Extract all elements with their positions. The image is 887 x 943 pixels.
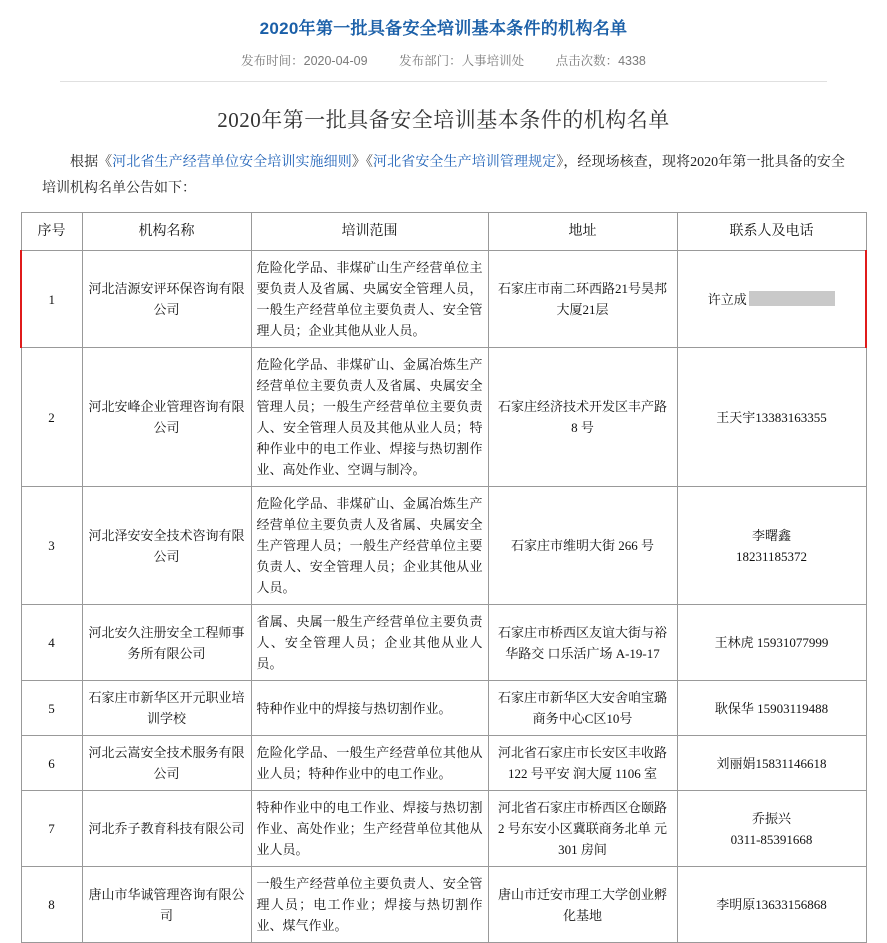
cell-no: 2 bbox=[21, 348, 82, 487]
contact-line: 刘丽娟15831146618 bbox=[716, 755, 827, 771]
cell-address: 石家庄市桥西区友谊大街与裕华路交 口乐活广场 A-19-17 bbox=[488, 605, 677, 681]
cell-training-scope: 特种作业中的电工作业、焊接与热切割作业、高处作业；生产经营单位其他从业人员。 bbox=[251, 791, 488, 867]
cell-no: 1 bbox=[21, 251, 82, 348]
cell-contact bbox=[677, 736, 866, 791]
view-count: 点击次数：4338 bbox=[555, 54, 646, 68]
cell-address: 河北省石家庄市桥西区仓颐路 2 号东安小区冀联商务北单 元 301 房间 bbox=[488, 791, 677, 867]
cell-training-scope: 省属、央属一般生产经营单位主要负责人、安全管理人员；企业其他从业人员。 bbox=[251, 605, 488, 681]
cell-contact bbox=[677, 791, 866, 867]
table-row bbox=[21, 605, 866, 681]
cell-address: 河北省石家庄市长安区丰收路 122 号平安 润大厦 1106 室 bbox=[488, 736, 677, 791]
cell-training-scope: 危险化学品、非煤矿山生产经营单位主要负责人及省属、央属安全管理人员，一般生产经营单位主要负责人、安全管理人员；企业其他从业人员。 bbox=[251, 251, 488, 348]
cell-address: 石家庄市新华区大安舍咱宝璐商务中心C区10号 bbox=[488, 681, 677, 736]
contact-line: 耿保华 15903119488 bbox=[714, 700, 829, 716]
table-row bbox=[21, 487, 866, 605]
column-header-no: 序号 bbox=[21, 213, 82, 251]
redacted-phone-block bbox=[749, 291, 835, 306]
cell-training-scope: 危险化学品、一般生产经营单位其他从业人员；特种作业中的电工作业。 bbox=[251, 736, 488, 791]
intro-prefix: 根据《 bbox=[70, 155, 113, 170]
cell-organization-name: 河北洁源安评环保咨询有限公司 bbox=[82, 251, 251, 348]
cell-training-scope: 特种作业中的焊接与热切割作业。 bbox=[251, 681, 488, 736]
regulation-link-2[interactable]: 河北省安全生产培训管理规定 bbox=[373, 155, 557, 170]
contact-line: 王天宇13383163355 bbox=[716, 409, 827, 425]
cell-no: 6 bbox=[21, 736, 82, 791]
regulation-link-1[interactable]: 河北省生产经营单位安全培训实施细则 bbox=[112, 155, 352, 170]
cell-organization-name: 河北泽安安全技术咨询有限公司 bbox=[82, 487, 251, 605]
cell-address: 石家庄市维明大街 266 号 bbox=[488, 487, 677, 605]
page-title: 2020年第一批具备安全培训基本条件的机构名单 bbox=[259, 19, 628, 38]
contact-line: 王林虎 15931077999 bbox=[714, 635, 829, 650]
table-row bbox=[21, 251, 866, 348]
contact-line: 0311-85391668 bbox=[730, 831, 813, 847]
cell-contact bbox=[677, 605, 866, 681]
cell-address: 唐山市迁安市理工大学创业孵化基地 bbox=[488, 867, 677, 943]
cell-training-scope: 危险化学品、非煤矿山、金属冶炼生产经营单位主要负责人及省属、央属安全管理人员；一般生产经营单位主要负责人、安全管理人员及其他从业人员；特种作业中的电工作业、焊接与热切割作业、高处作业、空调与制冷。 bbox=[251, 348, 488, 487]
cell-no: 8 bbox=[21, 867, 82, 943]
table-row bbox=[21, 348, 866, 487]
cell-contact bbox=[677, 681, 866, 736]
cell-organization-name: 河北云嵩安全技术服务有限公司 bbox=[82, 736, 251, 791]
publish-time: 发布时间：2020-04-09 bbox=[241, 54, 368, 68]
column-header-name: 机构名称 bbox=[82, 213, 251, 251]
cell-organization-name: 河北安久注册安全工程师事务所有限公司 bbox=[82, 605, 251, 681]
cell-contact bbox=[677, 348, 866, 487]
contact-line: 18231185372 bbox=[735, 548, 808, 564]
cell-organization-name: 唐山市华诚管理咨询有限公司 bbox=[82, 867, 251, 943]
article-intro bbox=[42, 150, 845, 202]
cell-no: 3 bbox=[21, 487, 82, 605]
table-header-row bbox=[21, 213, 866, 251]
table-row bbox=[21, 867, 866, 943]
cell-address: 石家庄市南二环西路21号昊邦大厦21层 bbox=[488, 251, 677, 348]
cell-organization-name: 石家庄市新华区开元职业培训学校 bbox=[82, 681, 251, 736]
cell-address: 石家庄经济技术开发区丰产路 8 号 bbox=[488, 348, 677, 487]
cell-organization-name: 河北乔子教育科技有限公司 bbox=[82, 791, 251, 867]
cell-contact bbox=[677, 867, 866, 943]
publish-department: 发布部门：人事培训处 bbox=[399, 54, 525, 68]
intro-suffix: 》，经现场核查，现将2020年第一批具备的安全培训机构名单公告如下： bbox=[42, 155, 846, 196]
column-header-address: 地址 bbox=[488, 213, 677, 251]
cell-contact bbox=[677, 487, 866, 605]
table-row bbox=[21, 681, 866, 736]
column-header-scope: 培训范围 bbox=[251, 213, 488, 251]
cell-no: 7 bbox=[21, 791, 82, 867]
cell-organization-name: 河北安峰企业管理咨询有限公司 bbox=[82, 348, 251, 487]
table-row bbox=[21, 791, 866, 867]
contact-line: 李曙鑫 bbox=[751, 527, 791, 543]
cell-training-scope: 危险化学品、非煤矿山、金属冶炼生产经营单位主要负责人及省属、央属安全生产管理人员；一般生产经营单位主要负责人、安全管理人员；企业其他从业人员。 bbox=[251, 487, 488, 605]
cell-training-scope: 一般生产经营单位主要负责人、安全管理人员；电工作业；焊接与热切割作业、煤气作业。 bbox=[251, 867, 488, 943]
table-row bbox=[21, 736, 866, 791]
intro-middle: 》《 bbox=[351, 155, 374, 170]
article-heading: 2020年第一批具备安全培训基本条件的机构名单 bbox=[217, 108, 670, 132]
column-header-contact: 联系人及电话 bbox=[677, 213, 866, 251]
contact-line: 乔振兴 bbox=[751, 810, 791, 826]
contact-name: 许立成 bbox=[707, 291, 747, 307]
cell-contact bbox=[677, 251, 866, 348]
cell-no: 5 bbox=[21, 681, 82, 736]
organization-table bbox=[20, 212, 867, 943]
document-meta bbox=[0, 39, 887, 75]
cell-no: 4 bbox=[21, 605, 82, 681]
contact-line: 李明原13633156868 bbox=[716, 897, 827, 912]
